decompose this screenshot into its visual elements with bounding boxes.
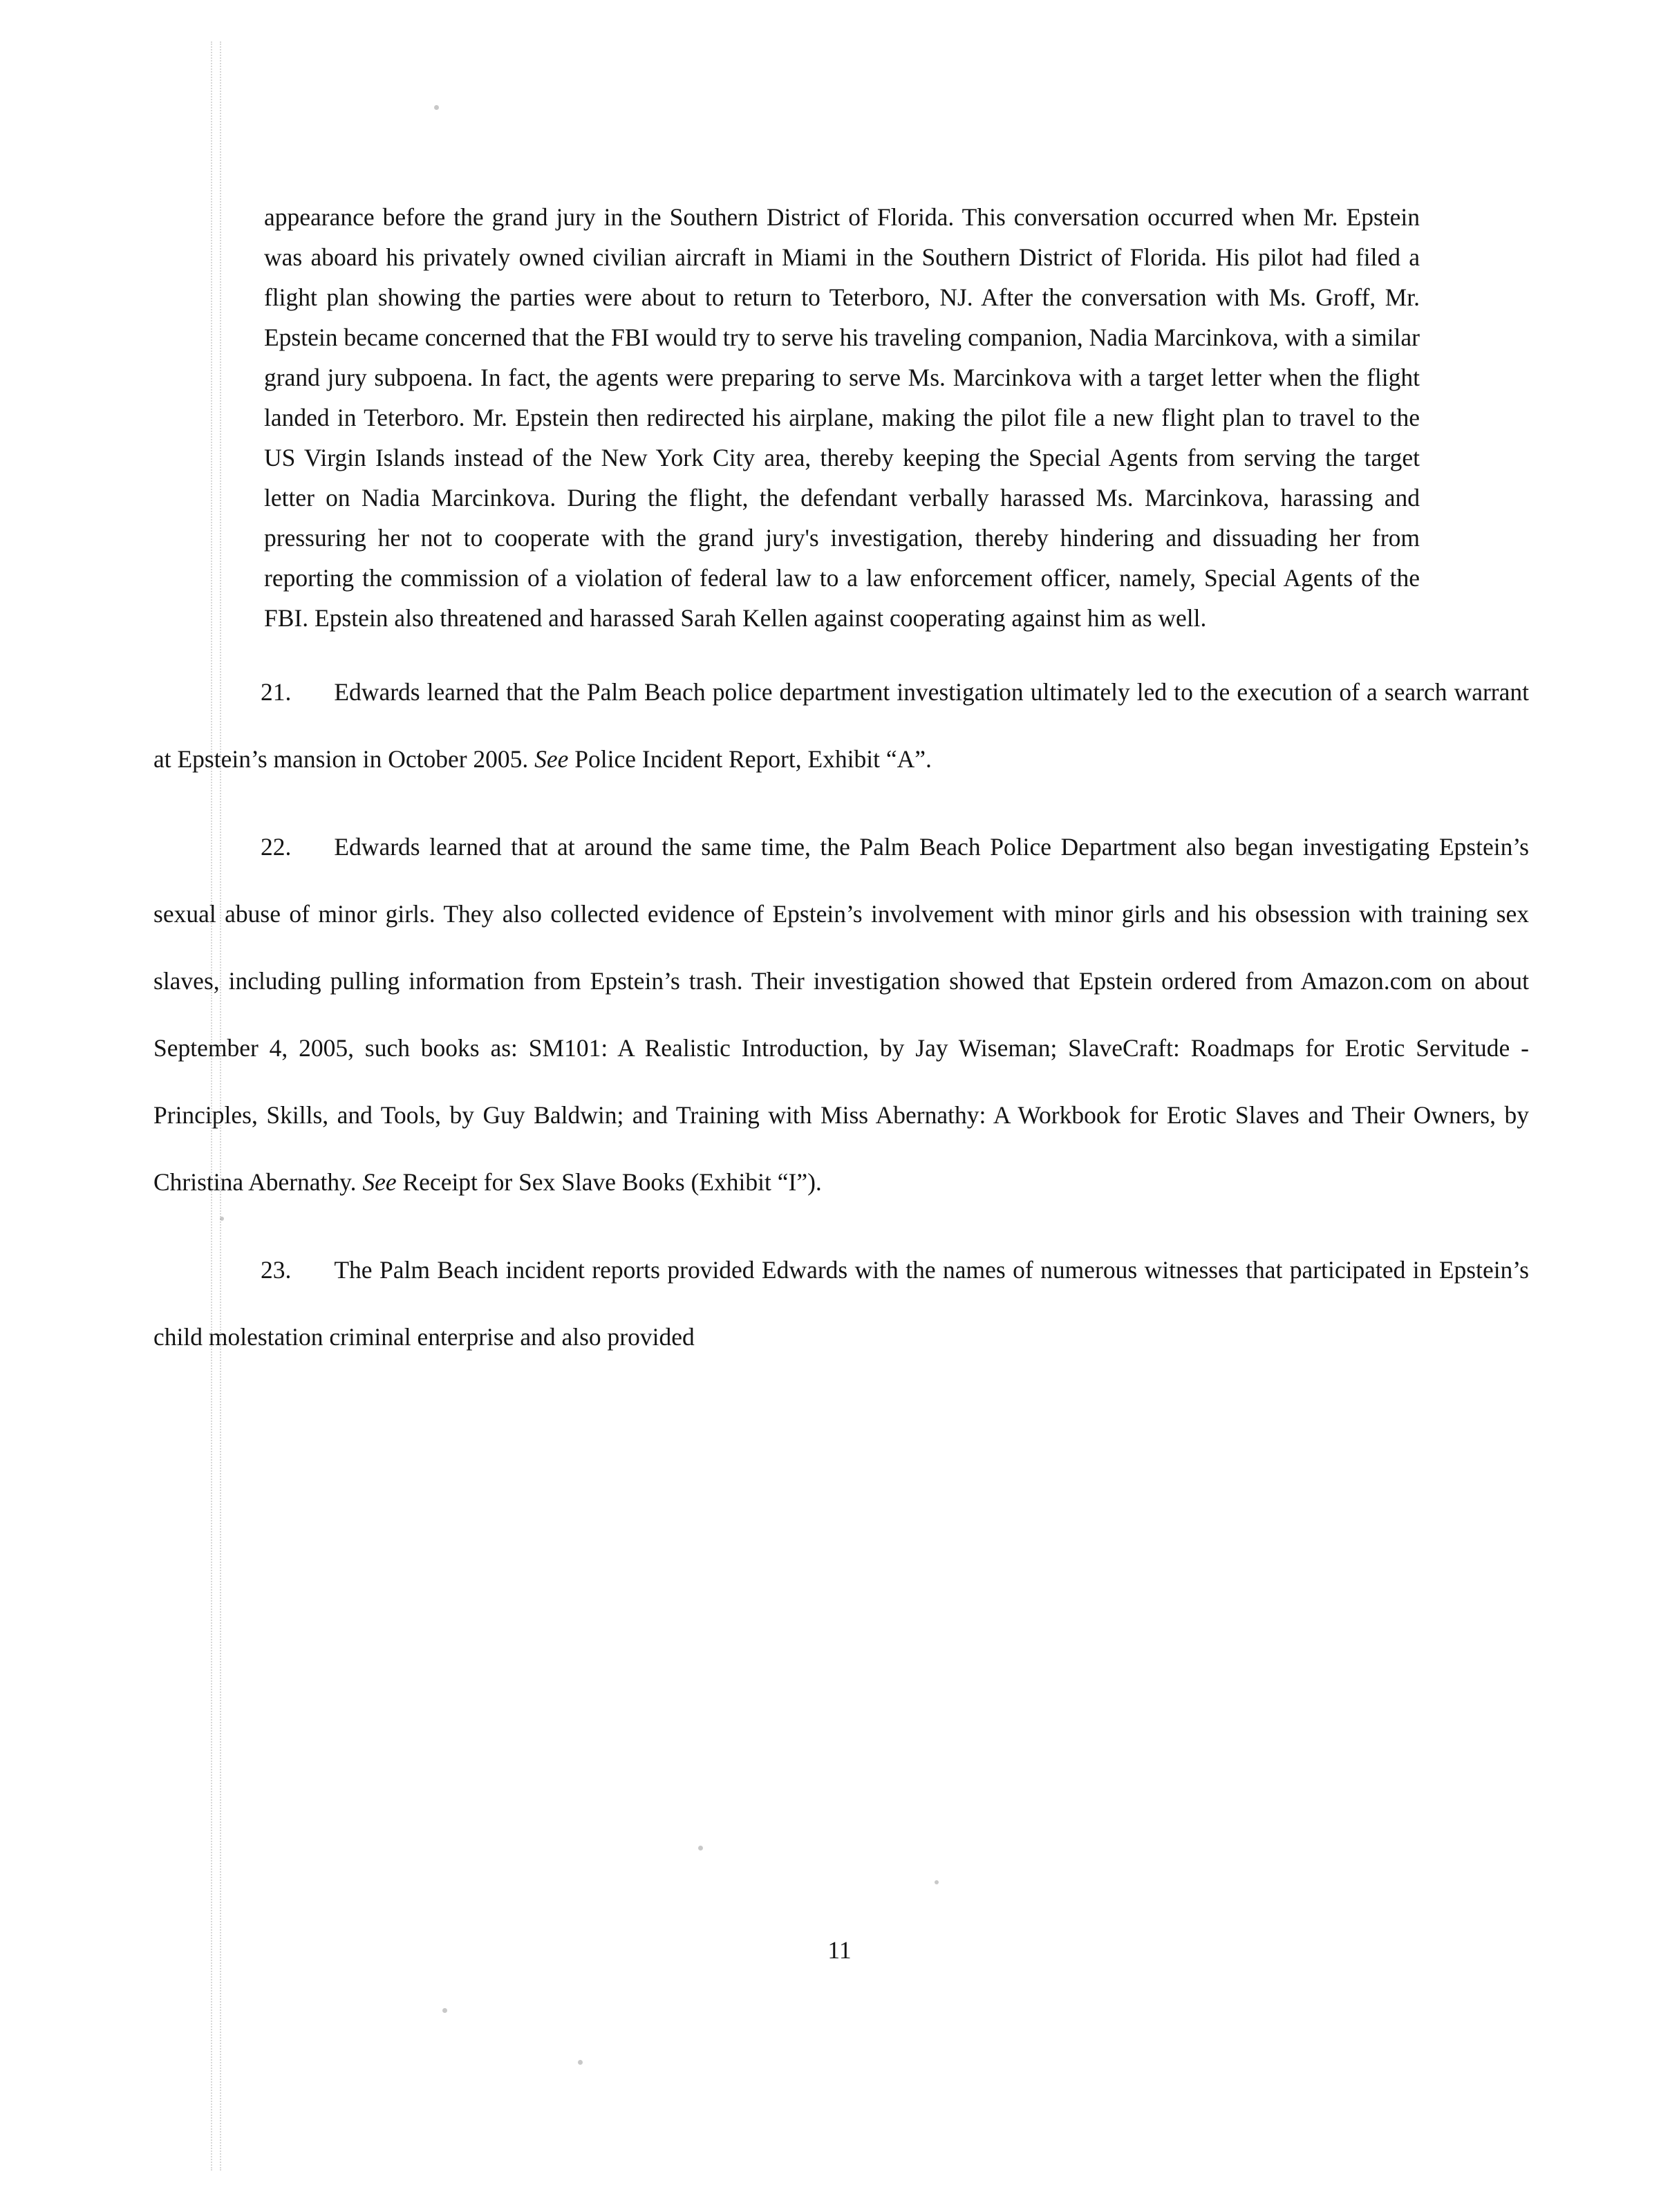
paragraph-text-part: Edwards learned that at around the same time, the Palm Beach Police Department also began investigating Epstein’s sexual abuse of minor girls. They also collected evidence of Epstein’s involvement with minor girls and his obsession with training sex slaves, including pulling information from Epstein’s trash. Their investigation showed that Epstein ordered from Amazon.com on about September 4, 2005, such books as: SM101: A Realistic Introduction, by Jay Wiseman; SlaveCraft: Roadmaps for Erotic Servitude - Principles, Skills, and Tools, by Guy Baldwin; and Training with Miss Abernathy: A Workbook for Erotic Slaves and Their Owners, by Christina Abernathy.	[153, 833, 1529, 1196]
numbered-paragraph-22	[153, 814, 1529, 1216]
paragraph-number: 21.	[261, 678, 292, 706]
document-body	[153, 197, 1529, 1371]
scan-speck	[434, 105, 439, 110]
scan-speck	[698, 1846, 703, 1850]
block-quote-paragraph: appearance before the grand jury in the Southern District of Florida. This conversation occurred when Mr. Epstein was aboard his privately owned civilian aircraft in Miami in the Southern District of Florida. His pilot had filed a flight plan showing the parties were about to return to Teterboro, NJ. After the conversation with Ms. Groff, Mr. Epstein became concerned that the FBI would try to serve his traveling companion, Nadia Marcinkova, with a similar grand jury subpoena. In fact, the agents were preparing to serve Ms. Marcinkova with a target letter when the flight landed in Teterboro. Mr. Epstein then redirected his airplane, making the pilot file a new flight plan to travel to the US Virgin Islands instead of the New York City area, thereby keeping the Special Agents from serving the target letter on Nadia Marcinkova. During the flight, the defendant verbally harassed Ms. Marcinkova, harassing and pressuring her not to cooperate with the grand jury's investigation, thereby hindering and dissuading her from reporting the commission of a violation of federal law to a law enforcement officer, namely, Special Agents of the FBI. Epstein also threatened and harassed Sarah Kellen against cooperating against him as well.	[264, 203, 1420, 632]
paragraph-number: 23.	[261, 1256, 292, 1284]
numbered-paragraph-23	[153, 1237, 1529, 1371]
scan-speck	[442, 2008, 447, 2013]
paragraph-text-italic: See	[362, 1168, 397, 1196]
scan-speck	[578, 2060, 583, 2065]
paragraph-number: 22.	[261, 833, 292, 861]
scan-speck	[935, 1880, 939, 1884]
numbered-paragraph-21	[153, 659, 1529, 793]
paragraph-text-part: Edwards learned that the Palm Beach police department investigation ultimately led to the execution of a search warrant at Epstein’s mansion in October 2005.	[153, 678, 1529, 773]
paragraph-text-italic: See	[534, 745, 569, 773]
page-number: 11	[827, 1936, 852, 1964]
paragraph-text-part: The Palm Beach incident reports provided Edwards with the names of numerous witnesses that participated in Epstein’s child molestation criminal enterprise and also provided	[153, 1256, 1529, 1351]
paragraph-text-part: Receipt for Sex Slave Books (Exhibit “I”).	[396, 1168, 822, 1196]
paragraph-text-part: Police Incident Report, Exhibit “A”.	[568, 745, 932, 773]
